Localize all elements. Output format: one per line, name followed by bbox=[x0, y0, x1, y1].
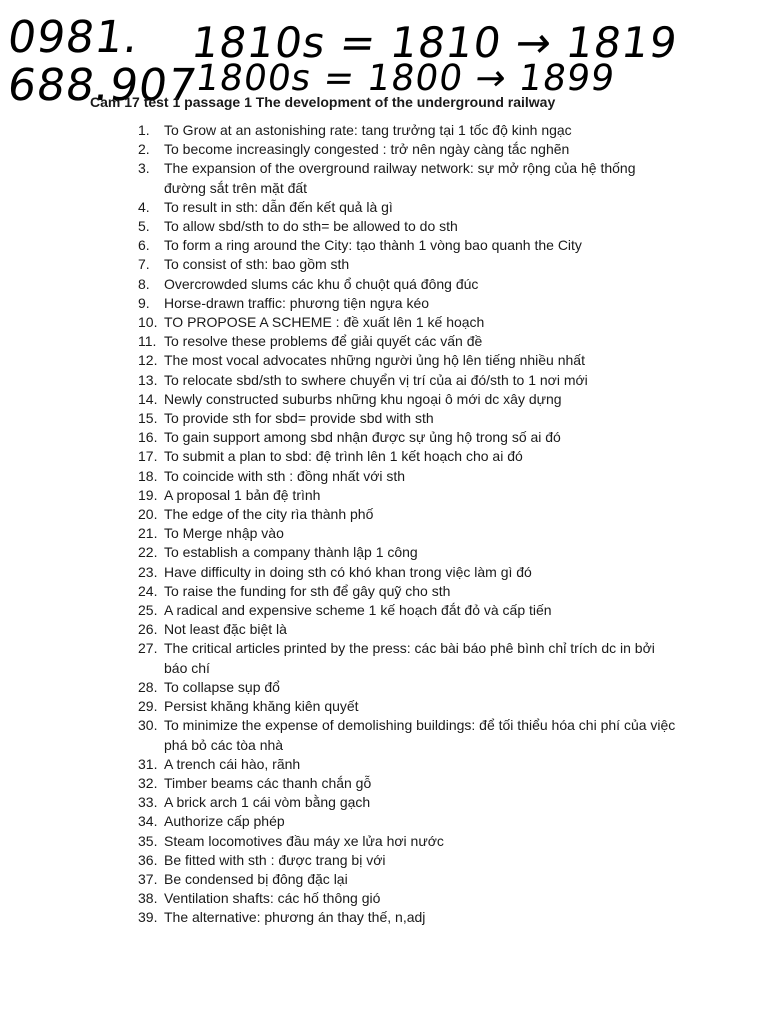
list-item-text: To Grow at an astonishing rate: tang trưởng tại 1 tốc độ kinh ngạc bbox=[164, 122, 572, 138]
list-item-text: To resolve these problems để giải quyết các vấn đề bbox=[164, 333, 483, 350]
list-item-text: To gain support among sbd nhận được sự ủng hộ trong số ai đó bbox=[164, 429, 561, 446]
list-item-text: A proposal 1 bản đệ trình bbox=[164, 486, 321, 503]
list-item-number: 23. bbox=[138, 563, 158, 580]
document-title: Cam 17 test 1 passage 1 The development of the underground railway bbox=[90, 94, 556, 110]
list-item-text: Timber beams các thanh chắn gỗ bbox=[164, 774, 372, 791]
list-item-number: 17. bbox=[138, 448, 158, 465]
list-item-number: 30. bbox=[138, 717, 158, 734]
list-item bbox=[138, 140, 678, 159]
list-item-number: 36. bbox=[138, 851, 158, 868]
list-item-text: To minimize the expense of demolishing buildings: để tối thiểu hóa chi phí của việc phá bỏ các tòa nhà bbox=[164, 717, 676, 753]
list-item-number: 32. bbox=[138, 774, 158, 791]
handwritten-note-decade-1: 1810s = 1810 → 1819 bbox=[188, 18, 681, 67]
list-item-text: Not least đặc biệt là bbox=[164, 621, 287, 638]
list-item bbox=[138, 505, 678, 524]
list-item-text: To coincide with sth : đồng nhất với sth bbox=[164, 467, 406, 484]
list-item-number: 7. bbox=[138, 256, 150, 273]
list-item-text: To become increasingly congested : trở nên ngày càng tắc nghẽn bbox=[164, 141, 570, 158]
list-item bbox=[138, 793, 678, 812]
list-item bbox=[138, 390, 678, 409]
list-item-text: The alternative: phương án thay thế, n,adj bbox=[164, 909, 426, 926]
list-item-text: Newly constructed suburbs những khu ngoại ô mới dc xây dựng bbox=[164, 390, 562, 407]
handwritten-note-number-2: 688.907 bbox=[4, 60, 201, 111]
list-item bbox=[138, 313, 678, 332]
list-item-number: 25. bbox=[138, 602, 158, 619]
list-item bbox=[138, 870, 678, 889]
list-item bbox=[138, 428, 678, 447]
list-item bbox=[138, 275, 678, 294]
list-item bbox=[138, 159, 678, 197]
list-item-number: 5. bbox=[138, 218, 150, 235]
list-item-number: 3. bbox=[138, 160, 150, 177]
list-item bbox=[138, 563, 678, 582]
list-item-number: 28. bbox=[138, 678, 158, 695]
list-item-text: To submit a plan to sbd: đệ trình lên 1 kết hoạch cho ai đó bbox=[164, 448, 523, 465]
list-item-text: To establish a company thành lập 1 công bbox=[164, 544, 418, 561]
list-item bbox=[138, 697, 678, 716]
list-item-text: Be fitted with sth : được trang bị với bbox=[164, 851, 386, 868]
list-item bbox=[138, 524, 678, 543]
list-item bbox=[138, 620, 678, 639]
list-item bbox=[138, 467, 678, 486]
list-item-number: 20. bbox=[138, 506, 158, 523]
list-item-number: 11. bbox=[138, 333, 157, 350]
list-item-number: 6. bbox=[138, 237, 150, 254]
list-item-text: To allow sbd/sth to do sth= be allowed to do sth bbox=[164, 218, 458, 235]
list-item-text: Have difficulty in doing sth có khó khan trong việc làm gì đó bbox=[164, 563, 532, 580]
list-item-number: 18. bbox=[138, 467, 158, 484]
list-item-number: 34. bbox=[138, 813, 158, 830]
list-item-number: 12. bbox=[138, 352, 158, 369]
list-item-number: 37. bbox=[138, 870, 158, 887]
list-item-number: 19. bbox=[138, 486, 158, 503]
list-item-text: To form a ring around the City: tạo thành 1 vòng bao quanh the City bbox=[164, 237, 582, 254]
list-item-number: 26. bbox=[138, 621, 158, 638]
list-item-number: 15. bbox=[138, 410, 158, 427]
list-item bbox=[138, 755, 678, 774]
list-item-text: Steam locomotives đầu máy xe lửa hơi nước bbox=[164, 832, 444, 849]
list-item-number: 2. bbox=[138, 141, 150, 158]
list-item bbox=[138, 236, 678, 255]
vocabulary-list bbox=[138, 121, 678, 928]
list-item bbox=[138, 198, 678, 217]
list-item-text: A radical and expensive scheme 1 kế hoạch đắt đỏ và cấp tiến bbox=[164, 602, 552, 619]
list-item-text: To result in sth: dẫn đến kết quả là gì bbox=[164, 198, 393, 215]
list-item-text: The critical articles printed by the press: các bài báo phê bình chỉ trích dc in bởi báo chí bbox=[164, 640, 655, 676]
list-item-text: The edge of the city rìa thành phố bbox=[164, 506, 374, 523]
list-item bbox=[138, 812, 678, 831]
list-item-text: Overcrowded slums các khu ổ chuột quá đông đúc bbox=[164, 275, 479, 292]
list-item bbox=[138, 678, 678, 697]
list-item-number: 31. bbox=[138, 755, 158, 772]
list-item-number: 16. bbox=[138, 429, 158, 446]
list-item bbox=[138, 351, 678, 370]
list-item bbox=[138, 121, 678, 140]
list-item-number: 29. bbox=[138, 698, 158, 715]
list-item bbox=[138, 371, 678, 390]
list-item-number: 8. bbox=[138, 275, 150, 292]
list-item bbox=[138, 889, 678, 908]
list-item-text: The expansion of the overground railway network: sự mở rộng của hệ thống đường sắt trên mặt đất bbox=[164, 160, 636, 196]
list-item-number: 27. bbox=[138, 640, 158, 657]
list-item bbox=[138, 543, 678, 562]
list-item-number: 35. bbox=[138, 832, 158, 849]
list-item-number: 1. bbox=[138, 122, 150, 138]
list-item-text: Be condensed bị đông đặc lại bbox=[164, 870, 348, 887]
list-item-text: Horse-drawn traffic: phương tiện ngựa kéo bbox=[164, 294, 430, 311]
list-item-number: 10. bbox=[138, 314, 158, 331]
list-item-text: To consist of sth: bao gồm sth bbox=[164, 256, 350, 273]
list-item-text: To provide sth for sbd= provide sbd with sth bbox=[164, 410, 434, 427]
list-item bbox=[138, 409, 678, 428]
list-item-number: 14. bbox=[138, 390, 158, 407]
list-item-text: A trench cái hào, rãnh bbox=[164, 755, 301, 772]
list-item bbox=[138, 486, 678, 505]
list-item bbox=[138, 255, 678, 274]
list-item-text: To relocate sbd/sth to swhere chuyển vị trí của ai đó/sth to 1 nơi mới bbox=[164, 371, 588, 388]
list-item bbox=[138, 601, 678, 620]
list-item-text: To Merge nhập vào bbox=[164, 525, 284, 542]
list-item-number: 22. bbox=[138, 544, 158, 561]
list-item bbox=[138, 774, 678, 793]
list-item bbox=[138, 908, 678, 927]
list-item-number: 38. bbox=[138, 890, 158, 907]
list-item-text: A brick arch 1 cái vòm bằng gạch bbox=[164, 794, 371, 811]
list-item-text: To raise the funding for sth để gây quỹ cho sth bbox=[164, 582, 451, 599]
list-item-text: The most vocal advocates những người ủng hộ lên tiếng nhiều nhất bbox=[164, 352, 585, 369]
list-item-number: 13. bbox=[138, 371, 158, 388]
list-item bbox=[138, 716, 678, 754]
list-item bbox=[138, 639, 678, 677]
list-item-number: 24. bbox=[138, 582, 158, 599]
list-item-number: 21. bbox=[138, 525, 158, 542]
list-item bbox=[138, 582, 678, 601]
list-item-number: 33. bbox=[138, 794, 158, 811]
list-item-number: 9. bbox=[138, 294, 150, 311]
list-item bbox=[138, 332, 678, 351]
list-item bbox=[138, 294, 678, 313]
list-item-text: Authorize cấp phép bbox=[164, 813, 285, 830]
list-item-text: Persist khăng khăng kiên quyết bbox=[164, 698, 359, 715]
list-item-text: TO PROPOSE A SCHEME : đề xuất lên 1 kế hoạch bbox=[164, 314, 485, 331]
list-item bbox=[138, 851, 678, 870]
handwritten-note-decade-2: 1800s = 1800 → 1899 bbox=[193, 58, 618, 99]
list-item-number: 39. bbox=[138, 909, 158, 926]
list-item-text: Ventilation shafts: các hố thông gió bbox=[164, 890, 381, 907]
list-item bbox=[138, 447, 678, 466]
list-item-number: 4. bbox=[138, 198, 150, 215]
list-item bbox=[138, 832, 678, 851]
list-item-text: To collapse sụp đổ bbox=[164, 678, 280, 695]
handwritten-note-number-1: 0981. bbox=[4, 12, 143, 63]
list-item bbox=[138, 217, 678, 236]
